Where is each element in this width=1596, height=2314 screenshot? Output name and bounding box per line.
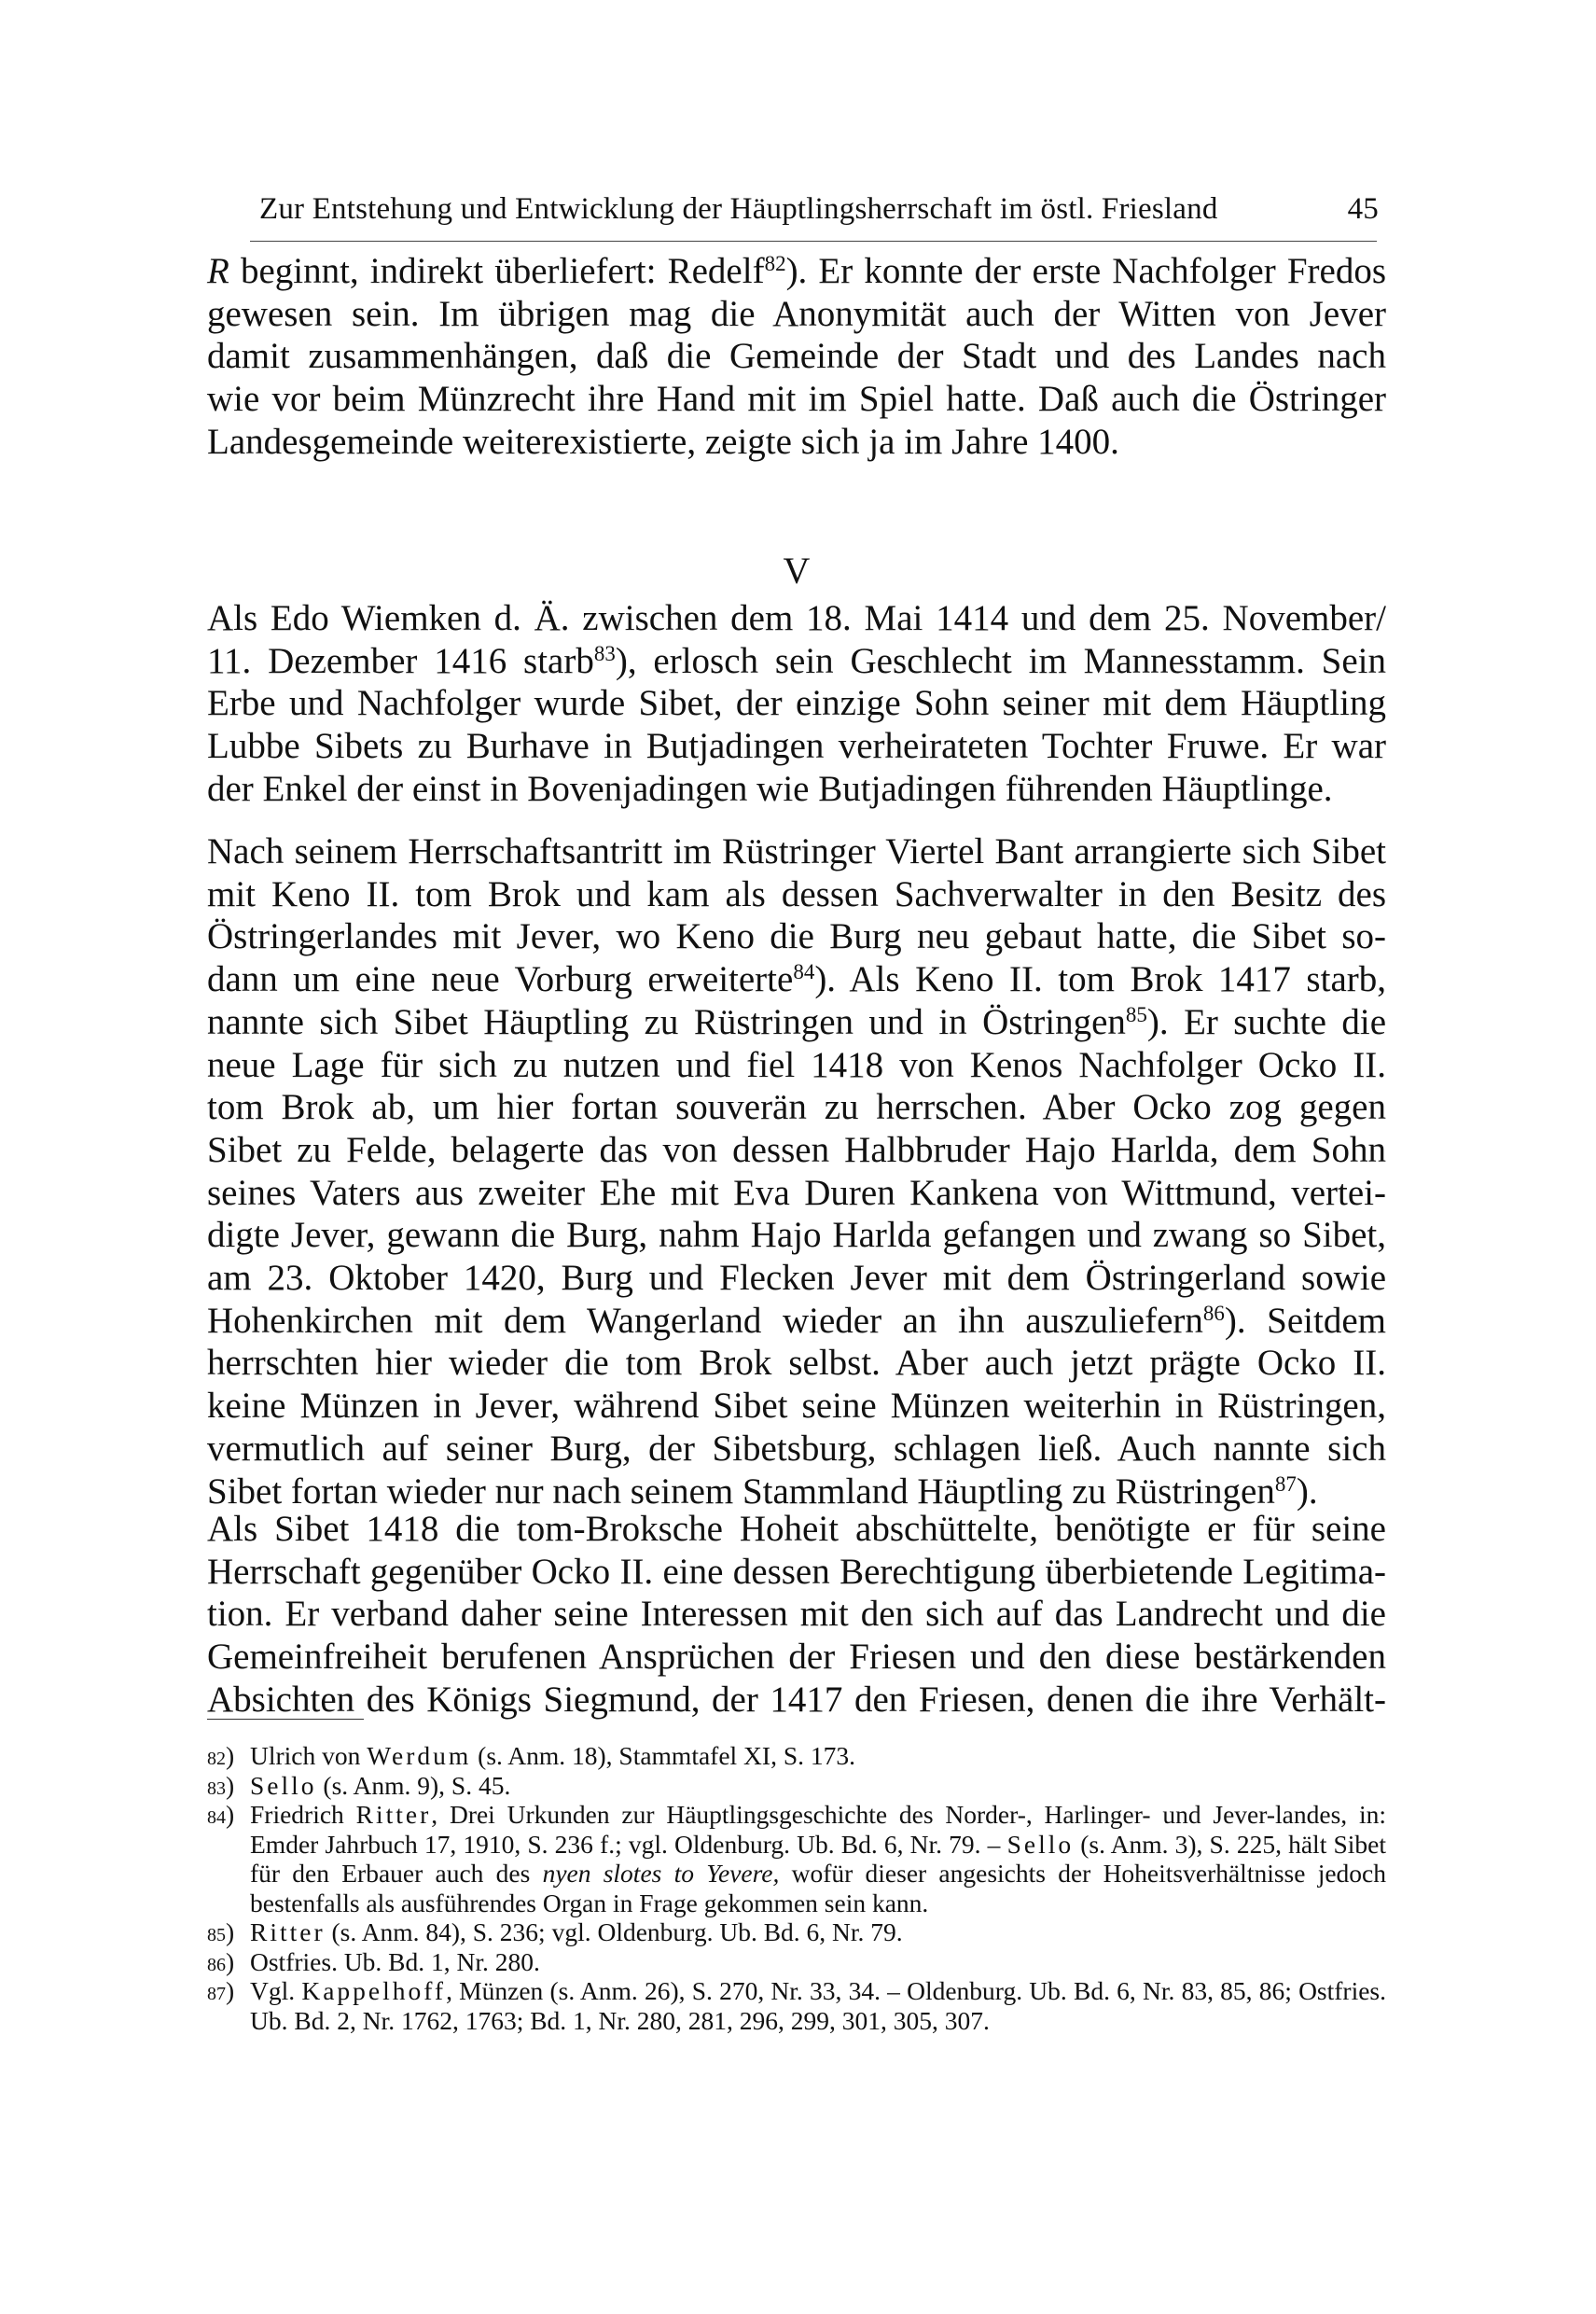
footnote-number-text: 83 — [207, 1777, 226, 1799]
text-run: (s. Anm. 84), S. 236; vgl. Oldenburg. Ub. Bd. 6, Nr. 79. — [325, 1917, 903, 1946]
quoted-source: nyen slotes to Yevere, — [542, 1859, 780, 1888]
footnote-ref[interactable]: 83 — [593, 641, 616, 665]
text-line: Erbe und Nachfolger wurde Sibet, der einzige Sohn seiner mit dem Häuptling — [207, 683, 1386, 724]
text-line: am 23. Oktober 1420, Burg und Flecken Jever mit dem Östringerland sowie — [207, 1258, 1386, 1299]
text-run: beginnt, indirekt überliefert: Redelf — [229, 251, 765, 291]
text-line: keine Münzen in Jever, während Sibet seine Münzen weiterhin in Rüstringen, — [207, 1386, 1386, 1427]
text-run: Hohenkirchen mit dem Wangerland wieder an ihn auszuliefern — [207, 1300, 1203, 1341]
paragraph-4 — [207, 1508, 1386, 1722]
author-name: Sello — [1006, 1829, 1075, 1859]
text-run: R — [207, 251, 229, 291]
text-line: Absichten des Königs Siegmund, der 1417 den Friesen, denen die ihre Verhält- — [207, 1679, 1386, 1720]
text-run: dann um eine neue Vorburg erweiterte — [207, 959, 794, 1000]
footnote-ref[interactable]: 86 — [1202, 1301, 1225, 1325]
footnote-number: 83) — [207, 1770, 235, 1800]
text-line: Lubbe Sibets zu Burhave in Butjadingen verheirateten Tochter Fruwe. Er war — [207, 726, 1386, 767]
footnotes — [207, 1741, 1386, 2035]
footnote-number-text: 82 — [207, 1749, 226, 1769]
footnote-ref[interactable]: 82 — [764, 252, 786, 275]
footnote-number-text: 85 — [207, 1925, 226, 1945]
author-name: Sello — [250, 1770, 317, 1800]
text-run: Ulrich von — [250, 1741, 368, 1770]
footnote-number-text: 84 — [207, 1807, 226, 1828]
text-run: nannte sich Sibet Häuptling zu Rüstringen und in Östringen — [207, 1001, 1126, 1042]
footnote-number: 84) — [207, 1800, 235, 1829]
footnote-ref[interactable]: 87 — [1274, 1471, 1297, 1496]
author-name: Werdum — [367, 1741, 472, 1770]
text-line: seines Vaters aus zweiter Ehe mit Eva Duren Kankena von Wittmund, vertei- — [207, 1172, 1386, 1213]
footnote-number-text: 87 — [207, 1984, 226, 2004]
text-line: neue Lage für sich zu nutzen und fiel 1418 von Kenos Nachfolger Ocko II. — [207, 1044, 1386, 1085]
footnote-text — [250, 1771, 1386, 1801]
paragraph-1 — [207, 250, 1386, 464]
text-run: , Drei Urkunden zur Häuptlingsgeschichte des Norder-, Harlinger- und Jever-landes, in: Emder Jahrbuch 17, 1910, S. 236 f.; vgl. Oldenburg. Ub. Bd. 6, Nr. 79. – — [250, 1800, 1386, 1859]
text-run: Vgl. — [250, 1976, 302, 2005]
footnote-number: 82) — [207, 1741, 235, 1770]
text-run: ). Als Keno II. tom Brok 1417 starb, — [814, 959, 1386, 1000]
footnote-number: 87) — [207, 1976, 235, 2005]
author-name: Kappelhoff — [301, 1976, 447, 2005]
text-line: Gemeinfreiheit berufenen Ansprüchen der Friesen und den diese bestärkenden — [207, 1637, 1386, 1678]
text-line — [207, 958, 1386, 1001]
text-run: (s. Anm. 3), S. 225, hält Sibet für den Erbauer auch des — [250, 1829, 1387, 1888]
footnote-86 — [207, 1947, 1386, 1977]
text-run: ). Seitdem — [1224, 1300, 1386, 1341]
text-run: (s. Anm. 9), S. 45. — [316, 1770, 511, 1800]
text-line: digte Jever, gewann die Burg, nahm Hajo Harlda gefangen und zwang so Sibet, — [207, 1215, 1386, 1256]
text-line — [207, 640, 1386, 683]
text-line: tom Brok ab, um hier fortan souverän zu herrschen. Aber Ocko zog gegen — [207, 1087, 1386, 1128]
footnote-number-text: 86 — [207, 1954, 226, 1975]
text-line: mit Keno II. tom Brok und kam als dessen Sachverwalter in den Besitz des — [207, 873, 1386, 914]
text-line: der Enkel der einst in Bovenjadingen wie Butjadingen führenden Häuptlinge. — [207, 768, 1333, 809]
footnote-number: 86) — [207, 1946, 235, 1976]
footnote-number: 85) — [207, 1917, 235, 1946]
author-name: Ritter — [355, 1800, 432, 1829]
text-line: Nach seinem Herrschaftsantritt im Rüstringer Viertel Bant arrangierte sich Sibet — [207, 831, 1386, 871]
text-run: Ostfries. Ub. Bd. 1, Nr. 280. — [250, 1946, 540, 1976]
text-line — [207, 250, 1386, 293]
author-name: Ritter — [250, 1917, 326, 1946]
running-head-title: Zur Entstehung und Entwicklung der Häuptlingsherrschaft im östl. Friesland — [259, 192, 1218, 226]
paragraph-2 — [207, 597, 1386, 811]
text-line: herrschten hier wieder die tom Brok selbst. Aber auch jetzt prägte Ocko II. — [207, 1343, 1386, 1384]
text-run: (s. Anm. 18), Stammtafel XI, S. 173. — [471, 1741, 855, 1770]
footnote-text — [250, 1976, 1386, 2035]
text-line: gewesen sein. Im übrigen mag die Anonymität auch der Witten von Jever — [207, 293, 1386, 334]
text-line: Als Sibet 1418 die tom-Broksche Hoheit abschüttelte, benötigte er für seine — [207, 1509, 1386, 1549]
footnote-text — [250, 1741, 1386, 1771]
text-line — [207, 1300, 1386, 1343]
text-run: 11. Dezember 1416 starb — [207, 640, 594, 681]
footnote-84 — [207, 1800, 1386, 1917]
text-line: wie vor beim Münzrecht ihre Hand mit im Spiel hatte. Daß auch die Östringer — [207, 379, 1386, 420]
text-run: ), erlosch sein Geschlecht im Mannesstamm. Sein — [615, 640, 1386, 681]
footnote-83 — [207, 1771, 1386, 1801]
text-line: damit zusammenhängen, daß die Gemeinde der Stadt und des Landes nach — [207, 336, 1386, 377]
text-line — [207, 1001, 1386, 1044]
text-line: Herrschaft gegenüber Ocko II. eine dessen Berechtigung überbietende Legitima- — [207, 1551, 1386, 1592]
footnote-rule — [207, 1719, 364, 1720]
footnote-text — [250, 1917, 1386, 1947]
footnote-ref[interactable]: 85 — [1125, 1002, 1147, 1026]
paragraph-3 — [207, 830, 1386, 1512]
text-run: , Münzen (s. Anm. 26), S. 270, Nr. 33, 34. – Oldenburg. Ub. Bd. 6, Nr. 83, 85, 86; Ostfries. Ub. Bd. 2, Nr. 1762, 1763; Bd. 1, Nr. 280, 281, 296, 299, 301, 305, 307. — [250, 1976, 1387, 2035]
text-line: tion. Er verband daher seine Interessen mit den sich auf das Landrecht und die — [207, 1594, 1386, 1635]
text-run: wofür dieser angesichts der Hoheitsverhältnisse jedoch bestenfalls als ausführendes Organ in Frage gekommen sein kann. — [250, 1859, 1387, 1917]
text-run: ). — [1296, 1471, 1318, 1512]
footnote-82 — [207, 1741, 1386, 1771]
footnote-ref[interactable]: 84 — [793, 960, 815, 984]
text-run: Sibet fortan wieder nur nach seinem Stammland Häuptling zu Rüstringen — [207, 1471, 1275, 1512]
text-run: ). Er suchte die — [1146, 1001, 1387, 1042]
text-line: Östringerlandes mit Jever, wo Keno die Burg neu gebaut hatte, die Sibet so- — [207, 916, 1386, 957]
section-heading: V — [783, 550, 811, 592]
footnote-text — [250, 1800, 1386, 1917]
text-run: ). Er konnte der erste Nachfolger Fredos — [785, 251, 1386, 291]
footnote-text — [250, 1947, 1386, 1977]
text-line: Als Edo Wiemken d. Ä. zwischen dem 18. Mai 1414 und dem 25. November/ — [207, 598, 1386, 638]
text-run: Friedrich — [250, 1800, 356, 1829]
text-line: Sibet zu Felde, belagerte das von dessen Halbbruder Hajo Harlda, dem Sohn — [207, 1129, 1386, 1170]
page-number: 45 — [1347, 192, 1379, 226]
footnote-85 — [207, 1917, 1386, 1947]
footnote-87 — [207, 1976, 1386, 2035]
header-rule — [250, 241, 1377, 242]
text-line: Landesgemeinde weiterexistierte, zeigte sich ja im Jahre 1400. — [207, 421, 1119, 462]
text-line: vermutlich auf seiner Burg, der Sibetsburg, schlagen ließ. Auch nannte sich — [207, 1428, 1386, 1469]
text-line — [207, 1471, 1386, 1513]
